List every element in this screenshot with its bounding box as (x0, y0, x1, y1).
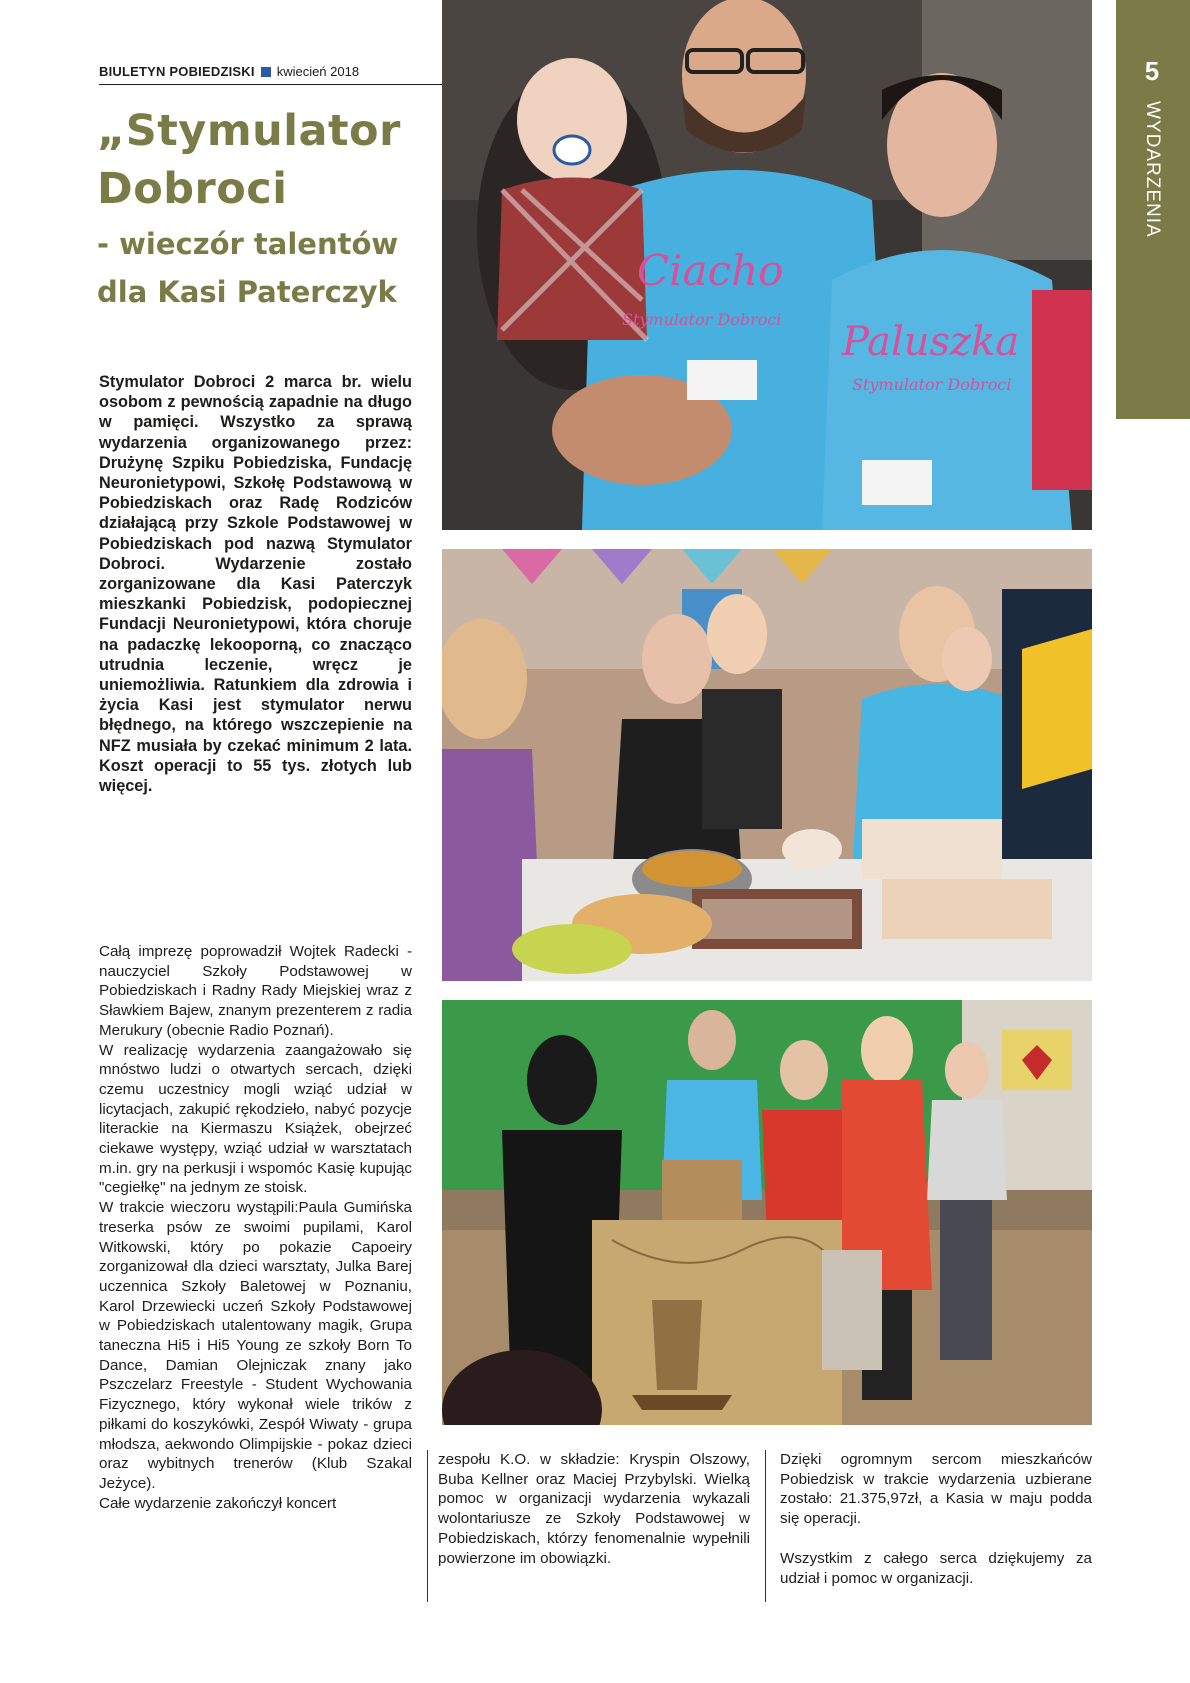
body-paragraph: Całą imprezę poprowadził Wojtek Radecki - nauczyciel Szkoły Podstawowej w Pobiedziskach i Radny Rady Miejskiej wraz z Sławkiem Bajew, znanym prezenterem z radia Merukury (obecnie Radio Poznań). (99, 943, 412, 1039)
lead-paragraph: Stymulator Dobroci 2 marca br. wielu osobom z pewnością zapadnie na długo w pamięci. Wszystko za sprawą wydarzenia organizowanego przez: Drużynę Szpiku Pobiedziska, Fundację Neuronietypowi, Szkołę Podstawową w Pobiedziskach oraz Radę Rodziców działającą przy Szkole Podstawowej w Pobiedziskach pod nazwą Stymulator Dobroci. Wydarzenie zostało zorganizowane dla Kasi Paterczyk mieszkanki Pobiedzisk, podopiecznej Fundacji Neuronietypowi, która choruje na padaczkę lekooporną, co znacząco utrudnia leczenie, wręcz je uniemożliwia. Ratunkiem dla zdrowia i życia Kasi jest stymulator nerwu błędnego, na którego wszczepienie na NFZ musiała by czekać minimum 2 lata. Koszt operacji to 55 tys. złotych lub więcej. (99, 373, 412, 796)
body-paragraph: W realizację wydarzenia zaangażowało się mnóstwo ludzi o otwartych sercach, dzięki czemu uczestnicy mogli wziąć udział w licytacjach, zakupić rękodzieło, nabyć pozycje literackie na Kiermaszu Książek, obejrzeć ciekawe występy, wziąć udział w warsztatach m.in. gry na perkusji i wspomóc Kasię kupując "cegiełkę" na jednym ze stoisk. (99, 1041, 412, 1197)
shirt-text: Stymulator Dobroci (852, 375, 1012, 394)
shirt-text: Paluszka (842, 319, 1020, 365)
subtitle-line-1: - wieczór talentów (97, 227, 399, 261)
article-subtitle (97, 220, 427, 316)
column-divider (427, 1450, 428, 1602)
shirt-text: Stymulator Dobroci (622, 310, 782, 329)
subtitle-line-2: dla Kasi Paterczyk (97, 275, 397, 309)
body-paragraph: Wszystkim z całego serca dziękujemy za udział i pomoc w organizacji. (780, 1549, 1092, 1587)
body-column-2 (438, 1450, 750, 1568)
column-divider (765, 1450, 766, 1602)
body-column-1 (99, 942, 412, 1513)
publication-name: BIULETYN POBIEDZISKI (99, 64, 255, 79)
issue-date: kwiecień 2018 (276, 64, 360, 79)
page-number: 5 (1144, 56, 1160, 86)
body-column-3 (780, 1450, 1092, 1588)
section-label: WYDARZENIA (1142, 101, 1163, 238)
body-paragraph: W trakcie wieczoru wystąpili:Paula Gumińska treserka psów ze swoimi pupilami, Karol Witkowski, który po pokazie Capoeiry zorganizował dla dzieci warsztaty, Julka Barej uczennica Szkoły Baletowej w Poznaniu, Karol Drzewiecki uczeń Szkoły Podstawowej w Pobiedziskach utalentowany magik, Grupa taneczna Hi5 i Hi5 Young ze szkoły Born To Dance, Damian Olejniczak znany jako Pszczelarz Freestyle - Student Wychowania Fizycznego, który wykonał wiele trików z piłkami do koszykówki, Zespół Wiwaty - grupa młodsza, aekwondo Olimpijskie - pokaz dzieci oraz wybitnych trenerów (Klub Szakal Jeżyce). (99, 1199, 412, 1492)
title-line-2: Dobroci (97, 164, 288, 214)
body-paragraph: zespołu K.O. w składzie: Kryspin Olszowy, Buba Kellner oraz Maciej Przybylski. Wielką pomoc w organizacji wydarzenia wykazali wolontariusze ze Szkoły Podstawowej w Pobiedziskach, którzy fenomenalnie wypełnili powierzone im obowiązki. (438, 1451, 750, 1567)
title-line-1: „Stymulator (97, 106, 401, 156)
photo-volunteers-with-child (442, 0, 1092, 530)
shirt-text: Ciacho (637, 246, 784, 295)
photo-cake-stand (442, 549, 1092, 981)
article-title (97, 102, 427, 218)
blue-square-icon (261, 67, 271, 77)
body-paragraph: Całe wydarzenie zakończył koncert (99, 1494, 337, 1512)
photo-charity-stand (442, 1000, 1092, 1425)
publication-header (99, 60, 442, 85)
body-paragraph: Dzięki ogromnym sercom mieszkańców Pobiedzisk w trakcie wydarzenia uzbierane zostało: 21.375,97zł, a Kasia w maju podda się operacji. (780, 1451, 1092, 1528)
